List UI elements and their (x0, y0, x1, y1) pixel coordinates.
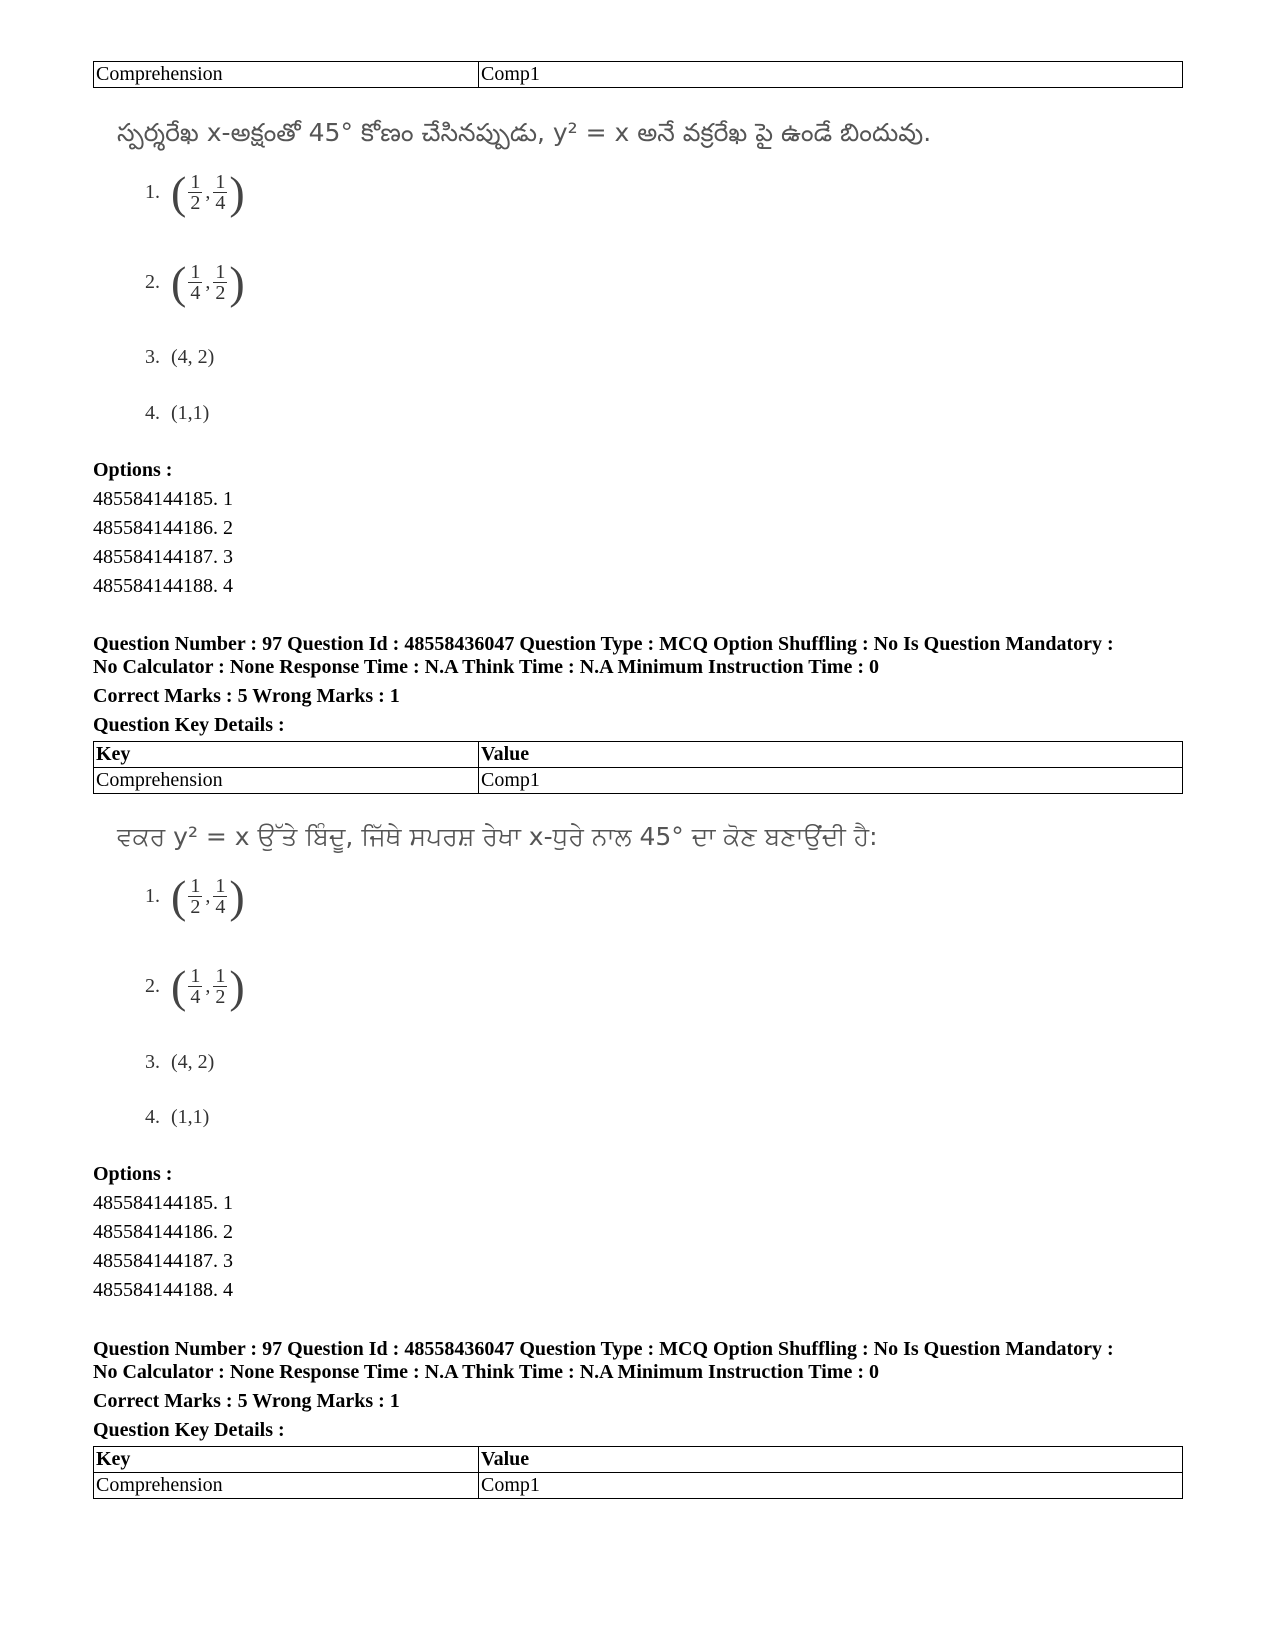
choice-4 (145, 402, 209, 425)
fraction-denominator: 2 (215, 282, 226, 304)
fraction-numerator: 1 (190, 261, 201, 283)
fraction-numerator: 1 (215, 171, 226, 193)
table-header-key: Key (94, 1447, 479, 1473)
table-cell-value: Comp1 (479, 1473, 1183, 1499)
fraction-numerator: 1 (190, 875, 201, 897)
choice-number: 4. (145, 402, 160, 424)
choice-value: (1,1) (171, 1106, 210, 1128)
fraction-numerator: 1 (215, 965, 226, 987)
choice-number: 1. (145, 181, 160, 203)
fraction-denominator: 2 (215, 986, 226, 1008)
table-row (94, 768, 1183, 794)
choice-1: 1. ( $\frac{1}{2}$ , $\frac{1}{4}$ ) (145, 166, 245, 218)
marks-line: Correct Marks : 5 Wrong Marks : 1 (93, 1390, 400, 1412)
question-meta-line-1: Question Number : 97 Question Id : 48558436047 Question Type : MCQ Option Shuffling : No Is Question Mandatory : (93, 1338, 1114, 1360)
choice-value: (4, 2) (171, 346, 215, 368)
choice-number: 3. (145, 1051, 160, 1073)
choice-number: 2. (145, 975, 160, 997)
table-row (94, 1473, 1183, 1499)
choice-number: 3. (145, 346, 160, 368)
key-details-table (93, 741, 1183, 794)
option-item: 485584144186. 2 (93, 517, 233, 539)
question-meta-line-1: Question Number : 97 Question Id : 48558436047 Question Type : MCQ Option Shuffling : No Is Question Mandatory : (93, 633, 1114, 655)
key-details-label: Question Key Details : (93, 714, 285, 736)
table-cell-key: Comprehension (94, 62, 479, 88)
fraction-denominator: 4 (190, 986, 201, 1008)
table-row (94, 62, 1183, 88)
fraction-denominator: 4 (215, 896, 226, 918)
choice-1: 1. ( $\frac{1}{2}$ , $\frac{1}{4}$ ) (145, 870, 245, 922)
choice-2: 2. ( $\frac{1}{4}$ , $\frac{1}{2}$ ) (145, 960, 245, 1012)
option-item: 485584144186. 2 (93, 1221, 233, 1243)
question-text-punjabi: ਵਕਰ y² = x ਉੱਤੇ ਬਿੰਦੂ, ਜਿੱਥੇ ਸਪਰਸ਼ ਰੇਖਾ x-ਧੁਰੇ ਨਾਲ 45° ਦਾ ਕੋਣ ਬਣਾਉਂਦੀ ਹੈ: (117, 822, 878, 851)
table-header-value: Value (479, 1447, 1183, 1473)
fraction-denominator: 4 (190, 282, 201, 304)
fraction-numerator: 1 (190, 965, 201, 987)
fraction-numerator: 1 (215, 261, 226, 283)
key-details-label: Question Key Details : (93, 1419, 285, 1441)
table-cell-key: Comprehension (94, 768, 479, 794)
choice-3 (145, 1051, 214, 1074)
option-item: 485584144187. 3 (93, 546, 233, 568)
key-details-table (93, 1446, 1183, 1499)
question-meta-line-2: No Calculator : None Response Time : N.A Think Time : N.A Minimum Instruction Time : 0 (93, 656, 879, 678)
choice-value: (4, 2) (171, 1051, 215, 1073)
choice-4 (145, 1106, 209, 1129)
fraction-numerator: 1 (190, 171, 201, 193)
table-cell-value: Comp1 (479, 62, 1183, 88)
key-details-table (93, 61, 1183, 88)
table-header-row (94, 1447, 1183, 1473)
option-item: 485584144185. 1 (93, 1192, 233, 1214)
table-cell-value: Comp1 (479, 768, 1183, 794)
option-item: 485584144187. 3 (93, 1250, 233, 1272)
table-header-value: Value (479, 742, 1183, 768)
choice-3 (145, 346, 214, 369)
marks-line: Correct Marks : 5 Wrong Marks : 1 (93, 685, 400, 707)
fraction-denominator: 2 (190, 192, 201, 214)
question-meta-line-2: No Calculator : None Response Time : N.A Think Time : N.A Minimum Instruction Time : 0 (93, 1361, 879, 1383)
table-header-row (94, 742, 1183, 768)
table-cell-key: Comprehension (94, 1473, 479, 1499)
fraction-denominator: 4 (215, 192, 226, 214)
choice-2: 2. ( $\frac{1}{4}$ , $\frac{1}{2}$ ) (145, 256, 245, 308)
options-label: Options : (93, 1163, 173, 1185)
choice-number: 1. (145, 885, 160, 907)
choice-number: 4. (145, 1106, 160, 1128)
option-item: 485584144188. 4 (93, 1279, 233, 1301)
choice-value: (1,1) (171, 402, 210, 424)
fraction-numerator: 1 (215, 875, 226, 897)
option-item: 485584144185. 1 (93, 488, 233, 510)
choice-number: 2. (145, 271, 160, 293)
table-header-key: Key (94, 742, 479, 768)
question-text-telugu: స్పర్శరేఖ x-అక్షంతో 45° కోణం చేసినప్పుడు, y² = x అనే వక్రరేఖ పై ఉండే బిందువు. (117, 118, 932, 147)
option-item: 485584144188. 4 (93, 575, 233, 597)
fraction-denominator: 2 (190, 896, 201, 918)
options-label: Options : (93, 459, 173, 481)
